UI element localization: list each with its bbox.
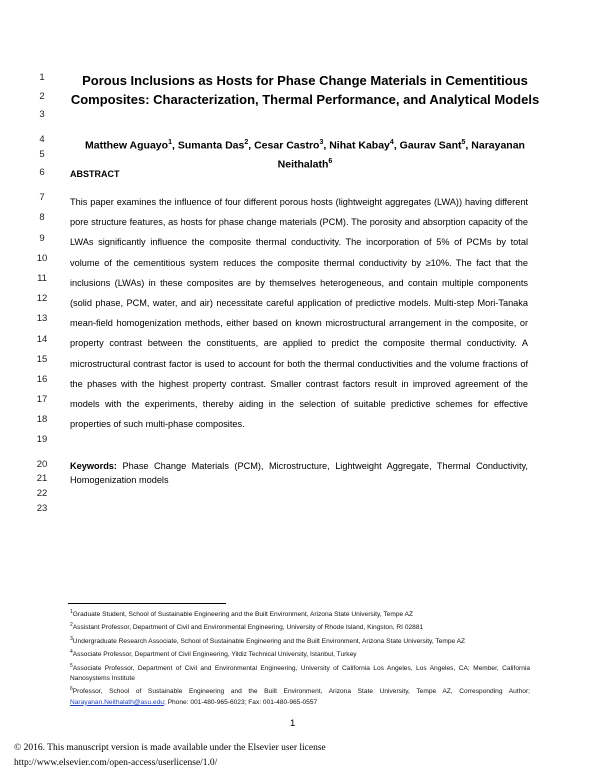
line-number: 4 — [39, 134, 45, 145]
keywords-text: Phase Change Materials (PCM), Microstructure, Lightweight Aggregate, Thermal Conductivity, Homogenization models — [70, 461, 528, 485]
keywords — [70, 459, 528, 487]
author-name: Cesar Castro — [254, 139, 320, 152]
paper-title: Porous Inclusions as Hosts for Phase Change Materials in Cementitious Composites: Characterization, Thermal Performance, and Analytical Models — [70, 73, 540, 107]
line-number: 21 — [36, 473, 48, 484]
line-number: 17 — [36, 394, 48, 405]
line-number: 23 — [36, 503, 48, 514]
line-number: 1 — [39, 72, 45, 83]
footnote — [70, 647, 530, 660]
footnote-marker: 4 — [70, 649, 73, 656]
author-affiliation-marker: 4 — [389, 139, 394, 146]
line-number: 5 — [39, 149, 45, 160]
footnote-marker: 5 — [70, 662, 73, 669]
author-name: Gaurav Sant — [399, 139, 462, 152]
line-number: 19 — [36, 434, 48, 445]
line-number: 18 — [36, 414, 48, 425]
author-list: Matthew Aguayo$^1$, Sumanta Das$^2$, Cesar Castro$^3$, Nihat Kabay$^4$, Gaurav Sant$^5$, Narayanan Neithalath$^6$ — [85, 139, 525, 170]
keywords-label: Keywords: — [70, 461, 117, 471]
author-affiliation-marker: 3 — [319, 139, 324, 146]
line-number: 22 — [36, 488, 48, 499]
line-number: 6 — [39, 167, 45, 178]
footnote-text: Undergraduate Research Associate, School of Sustainable Engineering and the Built Environment, Arizona State University, Tempe AZ — [72, 637, 466, 645]
author-affiliation-marker: 1 — [168, 139, 172, 146]
page-number: 1 — [290, 718, 296, 729]
license-line: © 2016. This manuscript version is made available under the Elsevier user license — [14, 743, 326, 753]
footnotes — [70, 607, 530, 708]
author-name: Sumanta Das — [177, 139, 245, 152]
author-affiliation-marker: 6 — [328, 157, 333, 165]
footnote-text: Professor, School of Sustainable Engineering and the Built Environment, Arizona State University, Tempe AZ, Corresponding Author; — [72, 688, 530, 696]
footnote — [70, 684, 530, 708]
license-url[interactable]: http://www.elsevier.com/open-access/userlicense/1.0/ — [14, 758, 218, 768]
author-affiliation-marker: 2 — [244, 139, 249, 146]
footnote-marker: 3 — [70, 635, 73, 642]
line-number: 8 — [39, 212, 45, 223]
footnote — [70, 661, 530, 685]
footnote-divider — [68, 603, 226, 604]
author-email-link[interactable]: Narayanan.Neithalath@asu.edu — [70, 698, 164, 706]
author-name: Narayanan Neithalath — [277, 139, 525, 170]
line-number: 13 — [36, 313, 48, 324]
author-name: Matthew Aguayo — [85, 139, 169, 152]
author-name: Nihat Kabay — [329, 139, 390, 152]
line-number: 14 — [36, 334, 48, 345]
author-affiliation-marker: 5 — [461, 139, 466, 146]
line-number: 9 — [39, 233, 45, 244]
footnote-text: Associate Professor, Department of Civil Engineering, Yildiz Technical University, Istanbul, Turkey — [72, 651, 357, 659]
line-number: 10 — [36, 253, 48, 264]
footnote-marker: 6 — [70, 686, 73, 693]
line-number: 7 — [39, 192, 45, 203]
footnote-marker: 2 — [70, 622, 73, 629]
footnote-text: Graduate Student, School of Sustainable Engineering and the Built Environment, Arizona State University, Tempe AZ — [72, 611, 414, 619]
abstract-heading: ABSTRACT — [70, 169, 120, 179]
line-number: 16 — [36, 374, 48, 385]
footnote — [70, 607, 530, 620]
line-number: 2 — [39, 91, 45, 102]
footnote — [70, 620, 530, 633]
license-notice — [14, 741, 514, 771]
footnote — [70, 634, 530, 647]
footnote-marker: 1 — [70, 609, 73, 615]
footnote-text: Assistant Professor, Department of Civil and Environmental Engineering, University of Rhode Island, Kingston, RI 02881 — [72, 624, 424, 632]
line-number: 12 — [36, 293, 48, 304]
line-number: 20 — [36, 459, 48, 470]
footnote-contact: ; Phone: 001-480-965-6023; Fax: 001-480-965-0557 — [163, 698, 318, 706]
abstract-body: This paper examines the influence of four different porous hosts (lightweight aggregates (LWA)) having different pore structure features, as hosts for phase change materials (PCM). The porosity and absorption capacity of the LWAs significantly influence the composite thermal conductivity. The incorporation of 5% of PCMs by total volume of the cementitious system reduces the composite thermal conductivity by ≥10%. The fact that the inclusions (LWAs) in these composites are by themselves heterogeneous, and contain multiple components (solid phase, PCM, water, and air) necessitate careful application of predictive models. Multi-step Mori-Tanaka mean-field homogenization methods, either based on known microstructural arrangement in the composite, or property contrast between the constituents, are applied to predict the composite thermal conductivity. A microstructural contrast factor is used to account for both the thermal conductivities and the volume fractions of the phases with the highest property contrast. Smaller contrast factors result in improved agreement of the models with the experiments, thereby aiding in the selection of suitable predictive schemes for effective properties of such multi-phase composites. — [70, 197, 528, 430]
line-number: 11 — [37, 273, 47, 284]
line-number: 3 — [39, 109, 45, 120]
footnote-text: Associate Professor, Department of Civil and Environmental Engineering, University of California Los Angeles, Los Angeles, CA; Member, California Nanosystems Institute — [70, 664, 530, 682]
line-number: 15 — [36, 354, 48, 365]
